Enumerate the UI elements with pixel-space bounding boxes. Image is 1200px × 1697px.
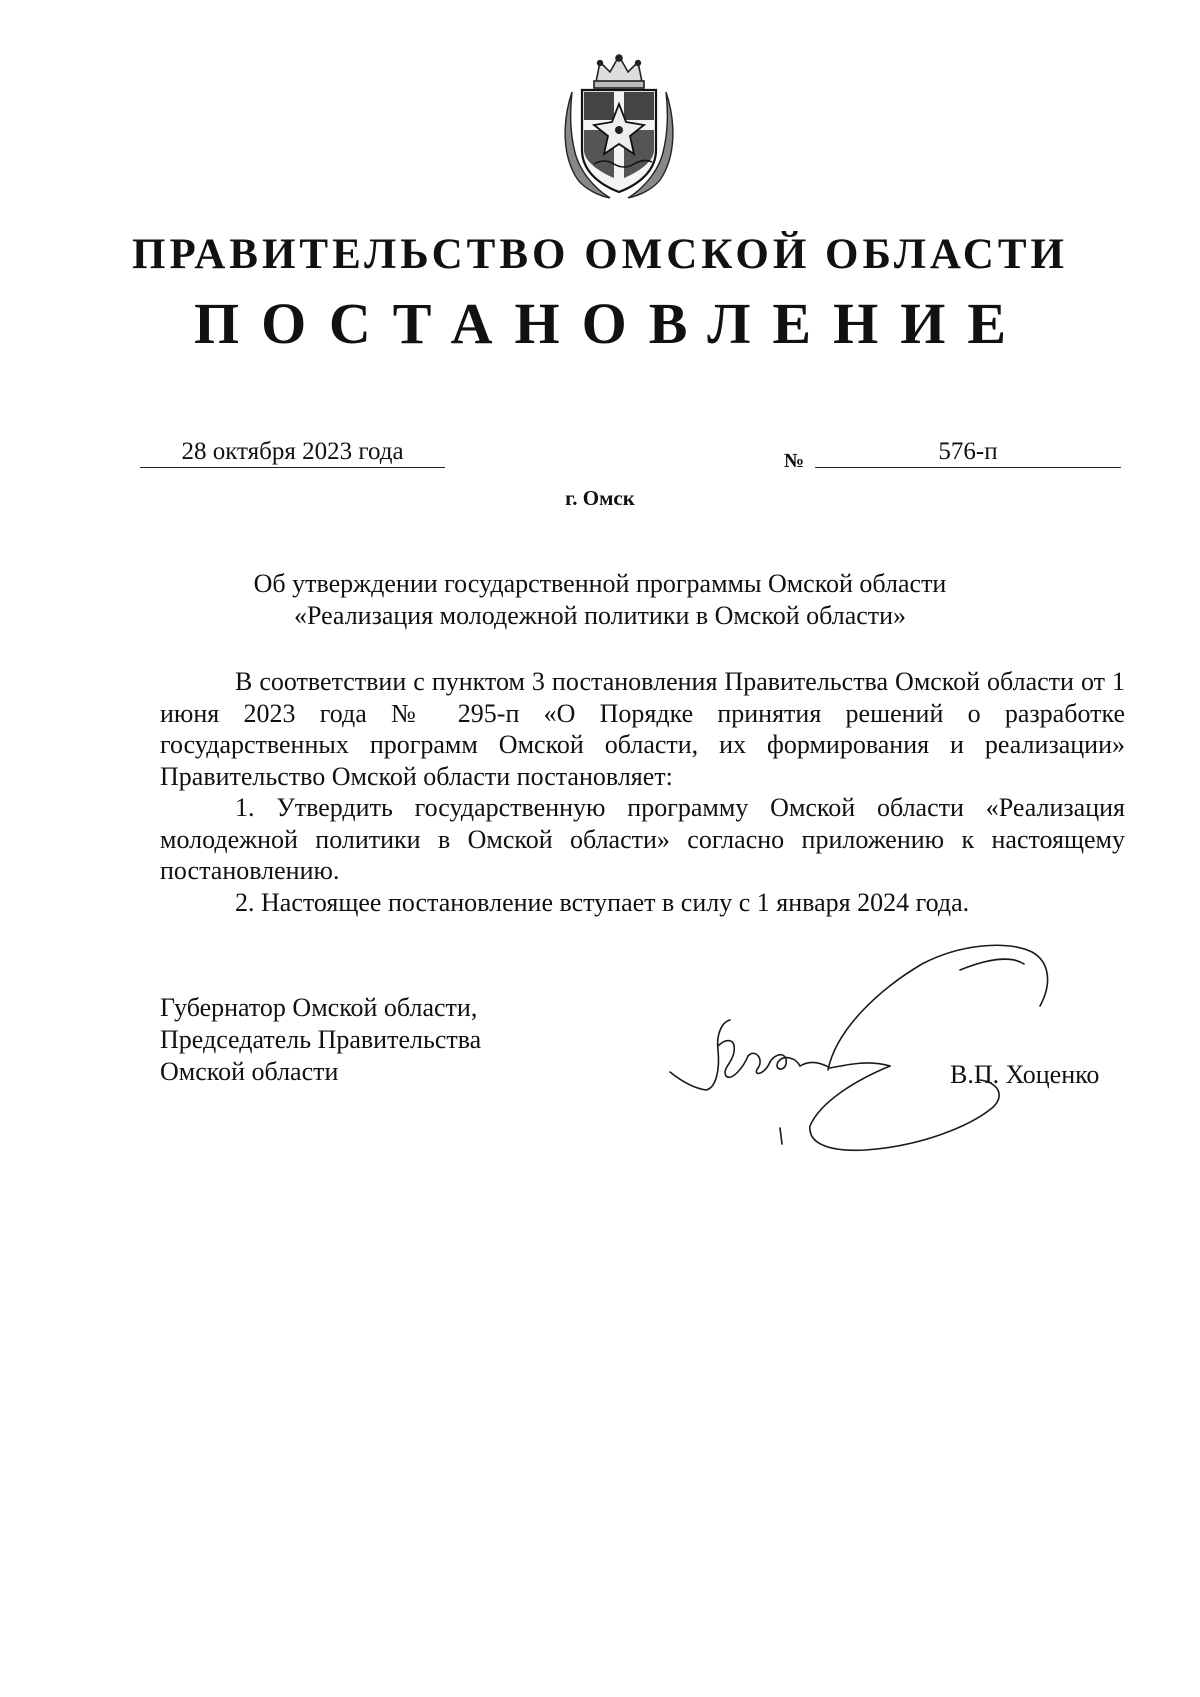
handwritten-signature	[660, 930, 1120, 1160]
document-type-heading: ПОСТАНОВЛЕНИЕ	[193, 291, 1029, 356]
document-number: 576-п	[815, 438, 1121, 468]
resolution-item-1: 1. Утвердить государственную программу Омской области «Реализация молодежной политики в Омской области» согласно приложению к настоящему постановлению.	[160, 793, 1125, 885]
number-sign-label: №	[784, 450, 805, 472]
document-date: 28 октября 2023 года	[140, 438, 445, 468]
coat-of-arms-emblem	[560, 52, 678, 200]
city-label: г. Омск	[565, 486, 635, 510]
organization-title: ПРАВИТЕЛЬСТВО ОМСКОЙ ОБЛАСТИ	[132, 231, 1068, 278]
signatory-name: В.П. Хоценко	[950, 1060, 1100, 1089]
subject-line-1: Об утверждении государственной программы Омской области	[253, 569, 947, 598]
preamble-paragraph: В соответствии с пунктом 3 постановления Правительства Омской области от 1 июня 2023 года № 295-п «О Порядке принятия решений о разработке государственных программ Омской области, их формирования и реализации» Правительство Омской области постановляет:	[160, 667, 1125, 791]
document-body	[160, 666, 1125, 918]
signatory-position	[160, 992, 481, 1088]
position-line-3: Омской области	[160, 1057, 339, 1086]
subject-line-2: «Реализация молодежной политики в Омской области»	[293, 601, 907, 630]
document-subject	[200, 568, 1000, 632]
resolution-item-2: 2. Настоящее постановление вступает в силу с 1 января 2024 года.	[235, 887, 970, 917]
position-line-1: Губернатор Омской области,	[160, 993, 478, 1022]
position-line-2: Председатель Правительства	[160, 1025, 482, 1054]
